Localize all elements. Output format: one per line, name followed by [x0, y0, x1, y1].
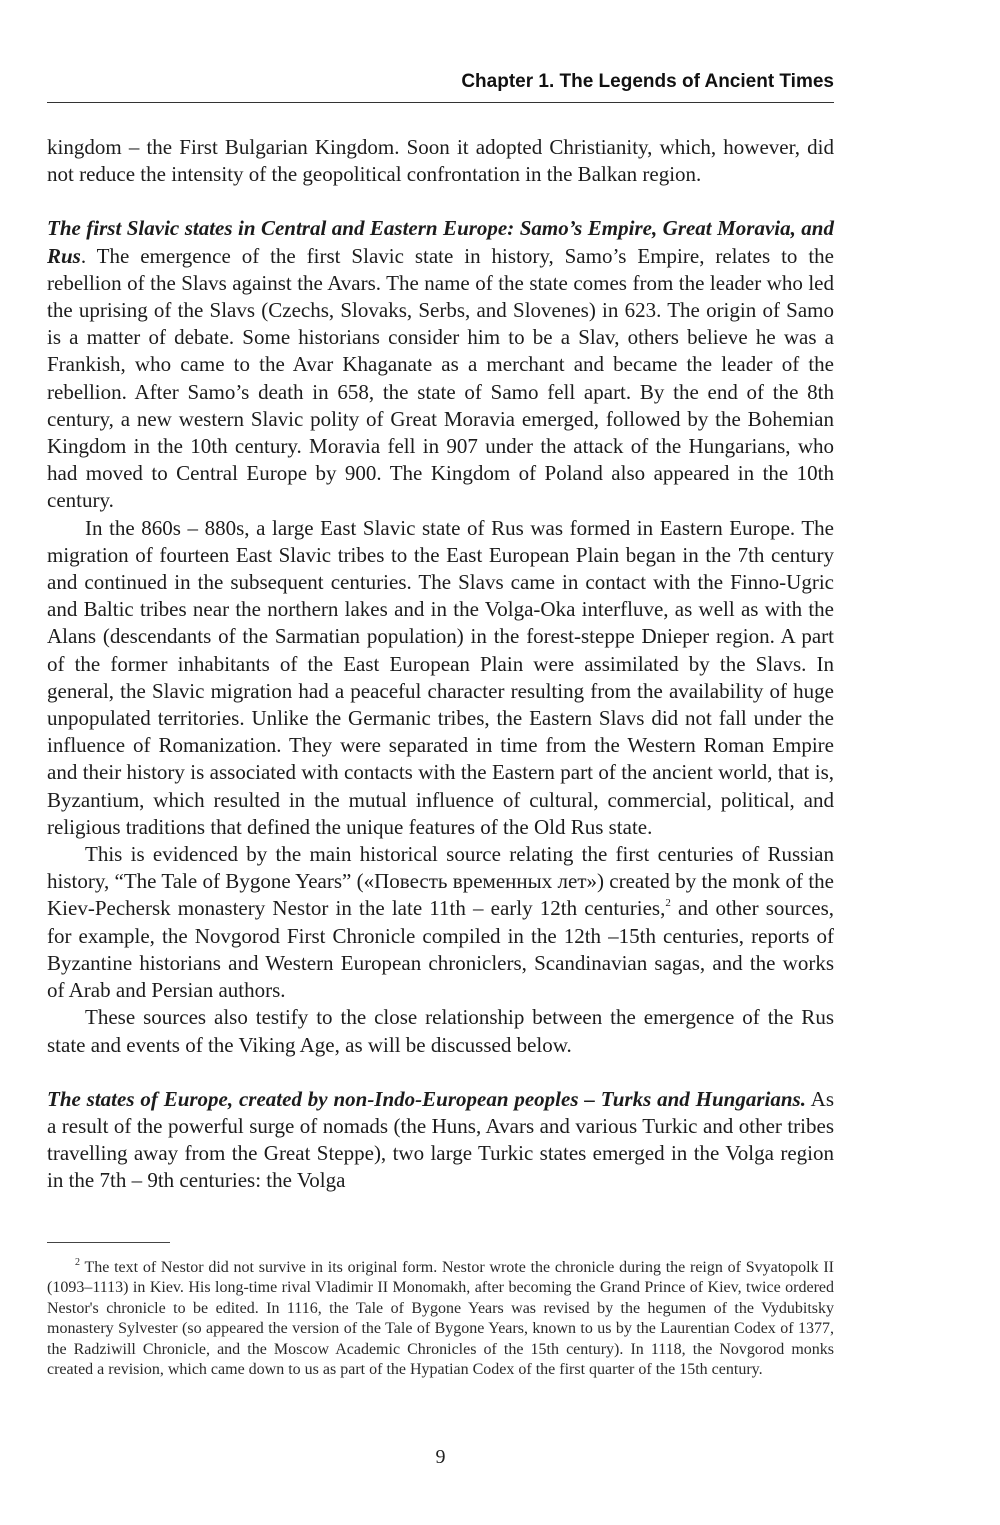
paragraph-slavic-states [47, 215, 834, 514]
header-rule [47, 102, 834, 103]
paragraph-text: This is evidenced by the main historical source relating the first centuries of Russian history, “The Tale of Bygone Years” («Повесть временных лет») created by the monk of the Kiev-Pechersk monastery Nestor in the late 11th – early 12th centuries, [47, 842, 834, 921]
section-heading-turks-hungarians: The states of Europe, created by non-Indo-European peoples – Turks and Hungarians. [47, 1086, 806, 1111]
section-heading-slavic-states: The first Slavic states in Central and Eastern Europe: Samo’s Empire, Great Moravia, and Rus [47, 216, 834, 268]
paragraph-continued: kingdom – the First Bulgarian Kingdom. Soon it adopted Christianity, which, however, did not reduce the intensity of the geopolitical confrontation in the Balkan region. [47, 135, 834, 187]
paragraph-turks-hungarians [47, 1086, 834, 1195]
footnote-rule [47, 1242, 170, 1243]
paragraph-text: and other sources, for example, the Novgorod First Chronicle compiled in the 12th –15th centuries, reports of Byzantine historians and Western European chroniclers, Scandinavian sagas, and the works of Arab and Persian authors. [47, 896, 834, 1003]
paragraph-viking-age: These sources also testify to the close relationship between the emergence of the Rus state and events of the Viking Age, as will be discussed below. [47, 1005, 834, 1057]
footnote [47, 1258, 834, 1380]
footnote-reference[interactable]: 2 [665, 897, 671, 910]
paragraph-text: As a result of the powerful surge of nomads (the Huns, Avars and various Turkic and other tribes travelling away from the Great Steppe), two large Turkic states emerged in the Volga region in the 7th – 9th centuries: the Volga [47, 1086, 834, 1193]
main-text [47, 134, 834, 1195]
footnote-marker: 2 [75, 1257, 80, 1268]
paragraph-rus-formation: In the 860s – 880s, a large East Slavic state of Rus was formed in Eastern Europe. The migration of fourteen East Slavic tribes to the East European Plain began in the 7th century and continued in the subsequent centuries. The Slavs came in contact with the Finno-Ugric and Baltic tribes near the northern lakes and in the Volga-Oka interfluve, as well as with the Alans (descendants of the Sarmatian population) in the forest-steppe Dnieper region. A part of the former inhabitants of the East European Plain were assimilated by the Slavs. In general, the Slavic migration had a peaceful character resulting from the availability of huge unpopulated territories. Unlike the Germanic tribes, the Eastern Slavs did not fall under the influence of Romanization. They were separated in time from the Western Roman Empire and their history is associated with contacts with the Eastern part of the ancient world, that is, Byzantium, which resulted in the mutual influence of cultural, commercial, political, and religious traditions that defined the unique features of the Old Rus state. [47, 515, 834, 839]
paragraph-text: . The emergence of the first Slavic state in history, Samo’s Empire, relates to the rebellion of the Slavs against the Avars. The name of the state comes from the leader who led the uprising of the Slavs (Czechs, Slovaks, Serbs, and Slovenes) in 623. The origin of Samo is a matter of debate. Some historians consider him to be a Slav, others believe he was a Frankish, who came to the Avar Khaganate as a merchant and became the leader of the rebellion. After Samo’s death in 658, the state of Samo fell apart. By the end of the 8th century, a new western Slavic polity of Great Moravia emerged, followed by the Bohemian Kingdom in the 10th century. Moravia fell in 907 under the attack of the Hungarians, who had moved to Central Europe by 900. The Kingdom of Poland also appeared in the 10th century. [47, 243, 834, 513]
footnote-text: The text of Nestor did not survive in its original form. Nestor wrote the chronicle during the reign of Svyatopolk II (1093–1113) in Kiev. His long-time rival Vladimir II Monomakh, after becoming the Grand Prince of Kiev, twice ordered Nestor's chronicle to be edited. In 1116, the Tale of Bygone Years was revised by the hegumen of the Vydubitsky monastery Sylvester (so appeared the version of the Tale of Bygone Years, known to us by the Laurentian Codex of 1377, the Radziwill Chronicle, and the Moscow Academic Chronicles of the 15th century). In 1118, the Novgorod monks created a revision, which came down to us as part of the Hypatian Codex of the first quarter of the 15th century. [47, 1259, 834, 1379]
running-head-title: Chapter 1. The Legends of Ancient Times [461, 71, 834, 92]
paragraph-historical-source [47, 841, 834, 1004]
page-number: 9 [435, 1446, 446, 1468]
